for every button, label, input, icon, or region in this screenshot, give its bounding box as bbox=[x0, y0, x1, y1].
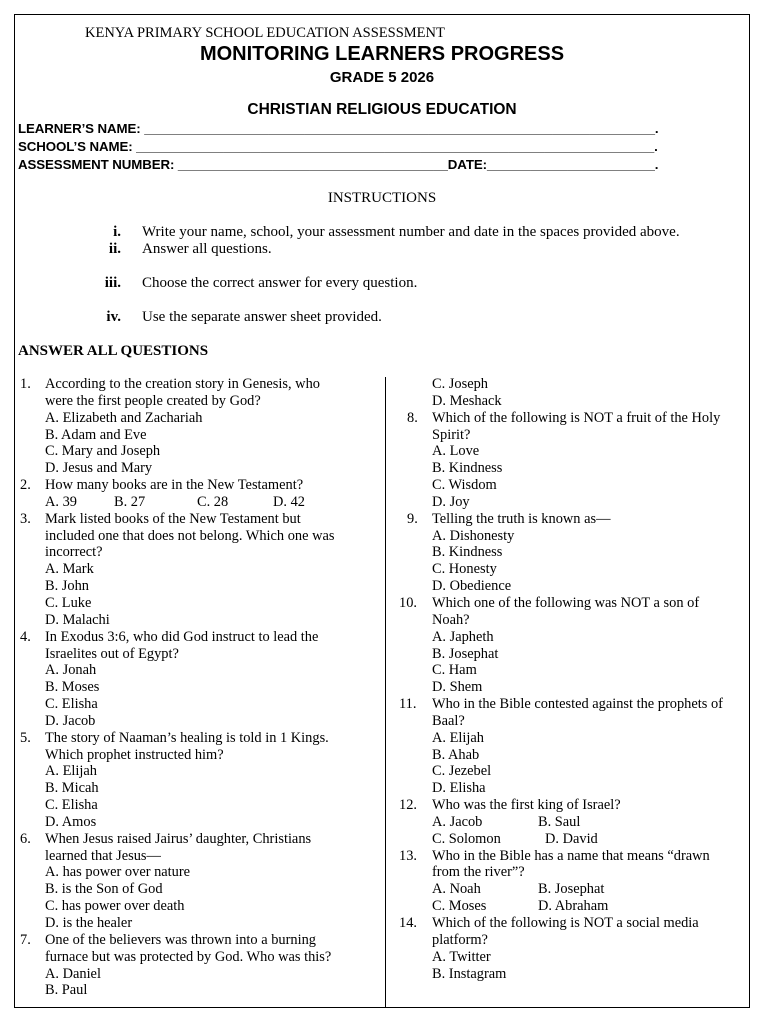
question-number: 13. bbox=[399, 847, 417, 864]
grade-heading: GRADE 5 2026 bbox=[329, 69, 435, 86]
answer-options-row bbox=[432, 881, 747, 898]
answer-option: C. Solomon bbox=[432, 830, 501, 847]
answer-option: C. Ham bbox=[432, 662, 477, 679]
question-text: Baal? bbox=[432, 712, 465, 729]
questions-left-column bbox=[20, 376, 372, 999]
answer-option: D. Amos bbox=[45, 813, 97, 830]
question-number: 7. bbox=[20, 931, 31, 948]
question-text: platform? bbox=[432, 931, 488, 948]
instruction-text: Answer all questions. bbox=[142, 241, 272, 257]
answer-option: D. Malachi bbox=[45, 611, 110, 628]
instruction-number: i. bbox=[113, 224, 121, 240]
question-text: One of the believers was thrown into a burning bbox=[45, 931, 316, 948]
question-text: When Jesus raised Jairus’ daughter, Christians bbox=[45, 830, 312, 847]
question-number: 4. bbox=[20, 628, 31, 645]
answer-options-row bbox=[432, 898, 747, 915]
instruction-number: ii. bbox=[108, 241, 121, 257]
answer-option: B. Adam and Eve bbox=[45, 426, 147, 443]
answer-option: B. Ahab bbox=[432, 746, 480, 763]
answer-option: C. Joseph bbox=[432, 376, 488, 392]
answer-option: D. David bbox=[545, 830, 598, 847]
answer-option: C. Elisha bbox=[45, 696, 98, 713]
answer-option: C. Luke bbox=[45, 594, 92, 611]
answer-option: B. Josephat bbox=[432, 645, 499, 662]
question-number: 8. bbox=[407, 409, 418, 426]
question-text: Who in the Bible has a name that means “drawn bbox=[432, 847, 710, 864]
question-text: Spirit? bbox=[432, 426, 471, 443]
answer-option: D. Jacob bbox=[45, 712, 96, 729]
question-8 bbox=[407, 410, 747, 511]
question-text: incorrect? bbox=[45, 544, 103, 561]
exam-page bbox=[14, 14, 750, 1008]
answer-option: B. John bbox=[45, 578, 89, 595]
question-number: 9. bbox=[407, 510, 418, 527]
question-number: 10. bbox=[399, 594, 417, 611]
question-text: Mark listed books of the New Testament but bbox=[45, 510, 301, 527]
question-1 bbox=[20, 376, 372, 477]
instruction-text: Use the separate answer sheet provided. bbox=[142, 309, 382, 325]
answer-option: A. Noah bbox=[432, 881, 481, 898]
question-5 bbox=[20, 730, 372, 831]
question-text: from the river”? bbox=[432, 864, 525, 881]
answer-option: A. 39 bbox=[45, 493, 77, 510]
question-text: How many books are in the New Testament? bbox=[45, 477, 304, 494]
question-4 bbox=[20, 629, 372, 730]
answer-option: B. Kindness bbox=[432, 460, 503, 477]
answer-option: D. Joy bbox=[432, 493, 470, 510]
question-text: Noah? bbox=[432, 611, 470, 628]
answer-option: D. 42 bbox=[273, 493, 305, 510]
assessment-body-name: KENYA PRIMARY SCHOOL EDUCATION ASSESSMENT bbox=[85, 25, 445, 41]
answer-option: A. Elijah bbox=[432, 729, 484, 746]
question-text: Telling the truth is known as— bbox=[432, 510, 611, 527]
answer-option: D. Obedience bbox=[432, 578, 512, 595]
answer-option: B. Paul bbox=[45, 982, 88, 999]
answer-option: A. Twitter bbox=[432, 948, 491, 965]
answer-option: D. Elisha bbox=[432, 780, 486, 797]
question-text: furnace but was protected by God. Who was this? bbox=[45, 948, 332, 965]
questions-right-column bbox=[399, 376, 747, 982]
instructions-heading: INSTRUCTIONS bbox=[327, 190, 437, 206]
question-text: The story of Naaman’s healing is told in 1 Kings. bbox=[45, 729, 329, 746]
instruction-text: Write your name, school, your assessment number and date in the spaces provided above. bbox=[142, 224, 680, 240]
question-text: were the first people created by God? bbox=[45, 392, 261, 409]
question-6 bbox=[20, 831, 372, 932]
question-text: Which one of the following was NOT a son of bbox=[432, 594, 700, 611]
answer-option: C. Elisha bbox=[45, 797, 98, 814]
answer-option: A. Elizabeth and Zachariah bbox=[45, 409, 203, 426]
answer-option: C. Moses bbox=[432, 898, 487, 915]
answer-option: C. Mary and Joseph bbox=[45, 443, 161, 460]
question-text: Which prophet instructed him? bbox=[45, 746, 224, 763]
answer-options-row bbox=[432, 831, 747, 848]
answer-option: B. Micah bbox=[45, 780, 99, 797]
answer-option: D. Jesus and Mary bbox=[45, 460, 153, 477]
question-text: learned that Jesus— bbox=[45, 847, 161, 864]
question-7 bbox=[20, 932, 372, 999]
answer-option: B. 27 bbox=[114, 493, 146, 510]
question-13 bbox=[399, 847, 747, 915]
question-text: According to the creation story in Genesis, who bbox=[45, 376, 320, 392]
answer-option: B. Instagram bbox=[432, 965, 507, 982]
page-title: MONITORING LEARNERS PROGRESS bbox=[199, 43, 565, 65]
instruction-number: iii. bbox=[104, 275, 121, 291]
question-number: 3. bbox=[20, 510, 31, 527]
question-number: 12. bbox=[399, 797, 417, 814]
answer-option: C. has power over death bbox=[45, 898, 185, 915]
answer-option: A. Jacob bbox=[432, 813, 483, 830]
answer-option: A. has power over nature bbox=[45, 864, 191, 881]
subject-heading: CHRISTIAN RELIGIOUS EDUCATION bbox=[247, 101, 517, 118]
question-number: 5. bbox=[20, 729, 31, 746]
answer-option: A. Love bbox=[432, 443, 480, 460]
answer-option: A. Elijah bbox=[45, 763, 97, 780]
question-number: 11. bbox=[399, 696, 417, 713]
answer-option: D. Meshack bbox=[432, 392, 502, 409]
question-number: 14. bbox=[399, 915, 417, 931]
question-text: included one that does not belong. Which one was bbox=[45, 527, 335, 544]
assessment-number-date-field: ASSESSMENT NUMBER: _____________________________________DATE:_______________________. bbox=[18, 157, 659, 172]
instruction-text: Choose the correct answer for every question. bbox=[142, 275, 418, 291]
question-10 bbox=[399, 594, 747, 696]
question-text: Who in the Bible contested against the prophets of bbox=[432, 696, 723, 713]
answer-option: C. Jezebel bbox=[432, 763, 492, 780]
answer-option: A. Daniel bbox=[45, 965, 101, 982]
question-text: Which of the following is NOT a fruit of the Holy bbox=[432, 409, 721, 426]
question-number: 1. bbox=[20, 376, 31, 392]
question-3 bbox=[20, 511, 372, 629]
answer-option: D. Abraham bbox=[538, 898, 609, 915]
answer-option: C. 28 bbox=[197, 493, 229, 510]
question-14 bbox=[399, 915, 747, 982]
question-text: Israelites out of Egypt? bbox=[45, 645, 179, 662]
question-text: Who was the first king of Israel? bbox=[432, 797, 621, 814]
question-2 bbox=[20, 477, 372, 511]
question-11 bbox=[399, 696, 747, 797]
answer-options-row bbox=[432, 814, 747, 831]
school-name-field: SCHOOL’S NAME: _______________________________________________________________________. bbox=[18, 139, 658, 154]
question-number: 6. bbox=[20, 830, 31, 847]
answer-option: B. is the Son of God bbox=[45, 881, 163, 898]
question-text: Which of the following is NOT a social media bbox=[432, 915, 699, 931]
answer-all-heading: ANSWER ALL QUESTIONS bbox=[18, 343, 209, 359]
question-9 bbox=[407, 511, 747, 595]
answer-option: B. Saul bbox=[538, 813, 581, 830]
answer-option: A. Japheth bbox=[432, 628, 494, 645]
answer-option: A. Jonah bbox=[45, 662, 97, 679]
answer-option: B. Kindness bbox=[432, 544, 503, 561]
learner-name-field: LEARNER’S NAME: ______________________________________________________________________. bbox=[18, 121, 659, 136]
answer-option: B. Josephat bbox=[538, 881, 605, 898]
question-12 bbox=[399, 797, 747, 848]
column-divider bbox=[385, 377, 386, 1007]
answer-options-row bbox=[45, 494, 372, 511]
question-7-continued bbox=[407, 376, 747, 410]
answer-option: B. Moses bbox=[45, 679, 100, 696]
question-number: 2. bbox=[20, 477, 31, 494]
answer-option: A. Dishonesty bbox=[432, 527, 515, 544]
answer-option: D. Shem bbox=[432, 679, 483, 696]
instruction-number: iv. bbox=[106, 309, 121, 325]
question-text: In Exodus 3:6, who did God instruct to lead the bbox=[45, 628, 319, 645]
answer-option: C. Honesty bbox=[432, 561, 497, 578]
answer-option: C. Wisdom bbox=[432, 477, 497, 494]
answer-option: D. is the healer bbox=[45, 915, 133, 931]
answer-option: A. Mark bbox=[45, 561, 94, 578]
